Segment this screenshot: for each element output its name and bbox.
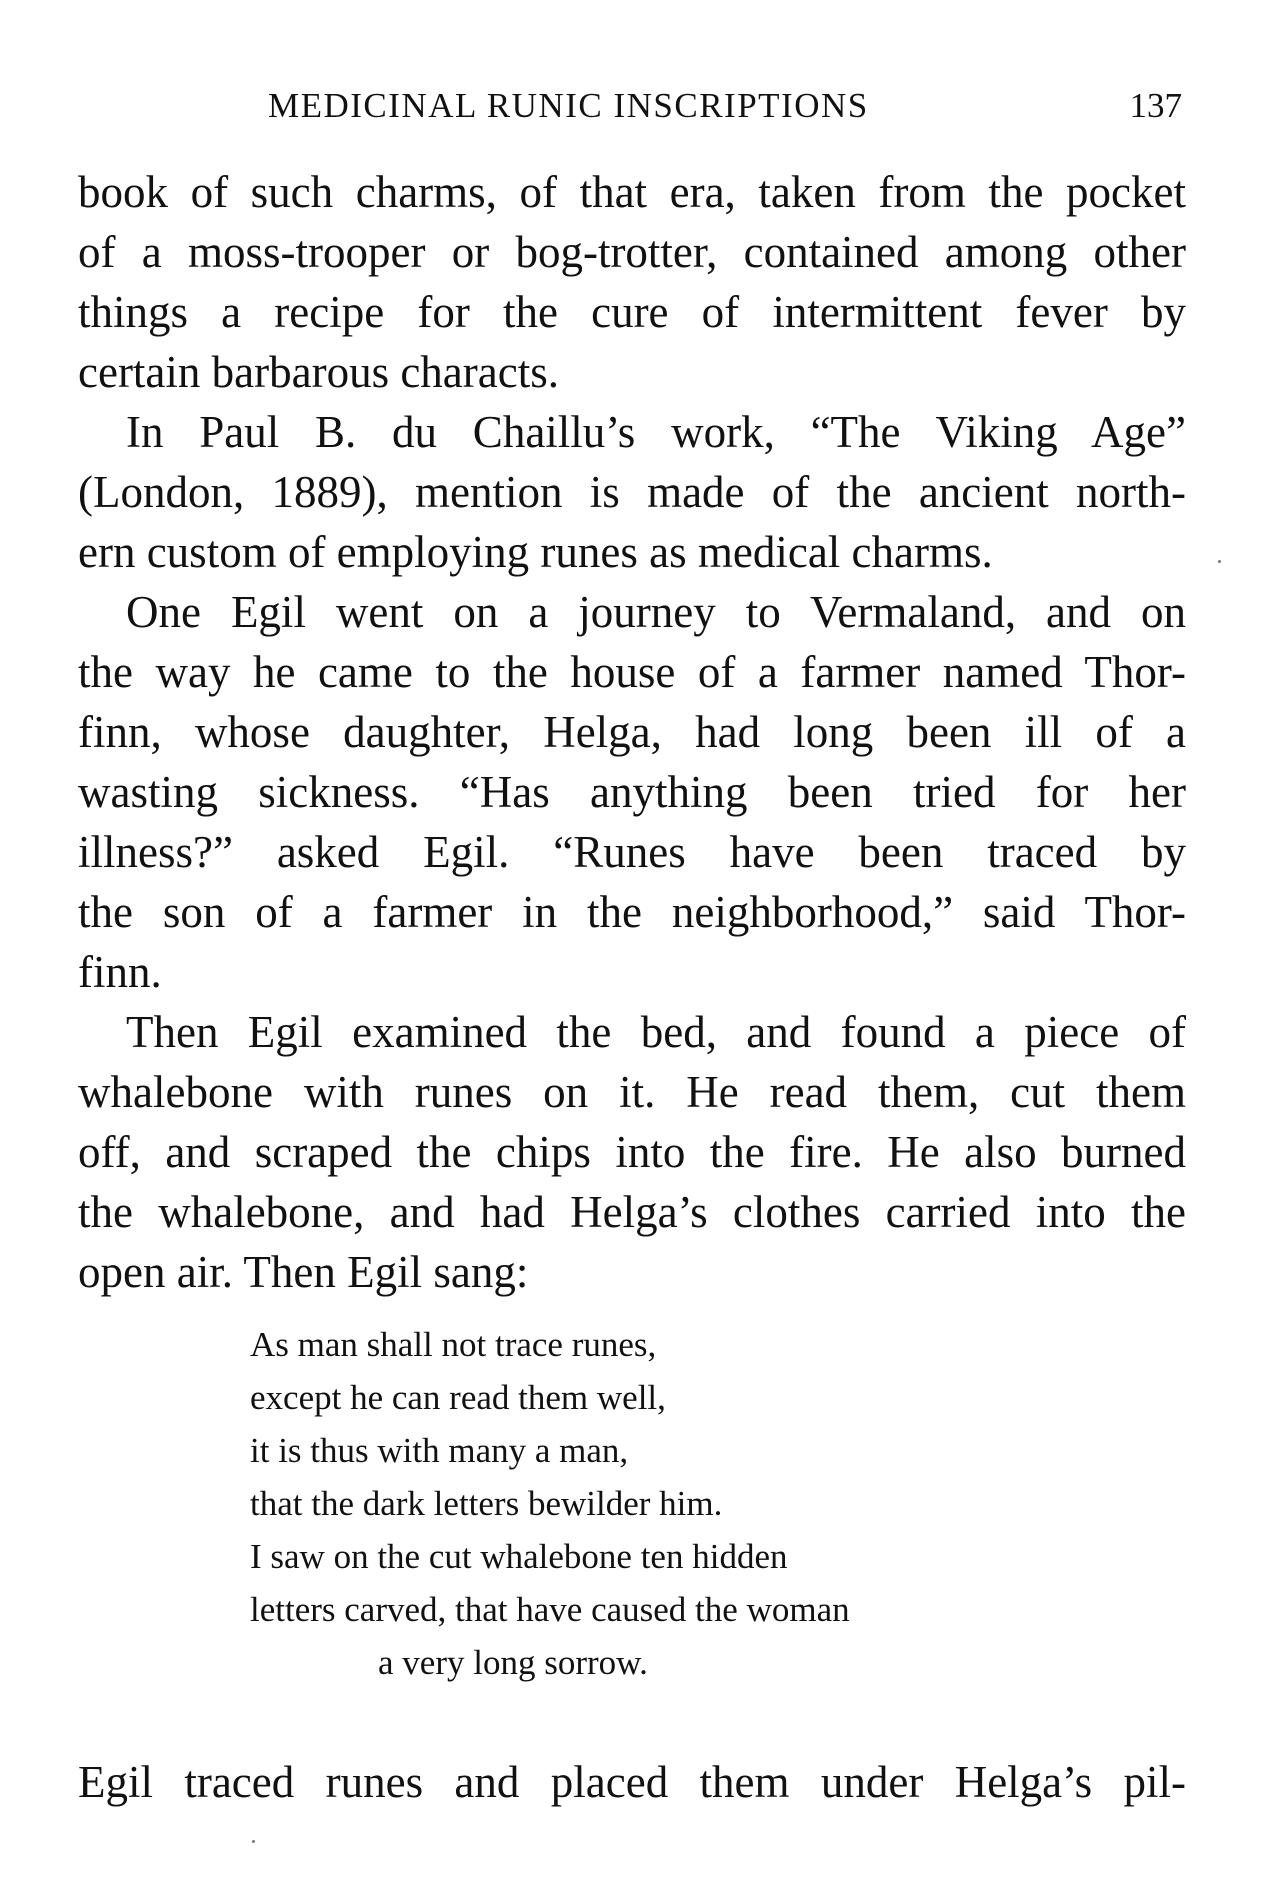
- text-line: book of such charms, of that era, taken from the pocket: [78, 167, 1186, 217]
- verse-line: a very long sorrow.: [378, 1643, 648, 1682]
- text-line: Egil traced runes and placed them under Helga’s pil-: [78, 1757, 1186, 1807]
- text-line: the son of a farmer in the neighborhood,” said Thor-: [78, 887, 1186, 937]
- text-line: the whalebone, and had Helga’s clothes carried into the: [78, 1187, 1186, 1237]
- verse-line: As man shall not trace runes,: [250, 1325, 657, 1364]
- verse-block: [250, 1318, 1090, 1689]
- text-line: open air. Then Egil sang:: [78, 1247, 529, 1297]
- text-line: In Paul B. du Chaillu’s work, “The Viking Age”: [126, 407, 1186, 457]
- text-line: finn, whose daughter, Helga, had long been ill of a: [78, 707, 1186, 757]
- text-line: things a recipe for the cure of intermittent fever by: [78, 287, 1186, 337]
- verse-line: I saw on the cut whalebone ten hidden: [250, 1537, 788, 1576]
- text-line: finn.: [78, 947, 162, 997]
- final-text-line: [78, 1752, 1186, 1812]
- verse-line: that the dark letters bewilder him.: [250, 1484, 723, 1523]
- running-title: MEDICINAL RUNIC INSCRIPTIONS: [268, 86, 869, 125]
- body-text: [78, 162, 1186, 1302]
- text-line: ern custom of employing runes as medical charms.: [78, 527, 993, 577]
- page-number: 137: [1129, 86, 1182, 125]
- print-speck: [252, 1840, 255, 1843]
- text-line: certain barbarous characts.: [78, 347, 559, 397]
- print-speck: [1218, 560, 1221, 563]
- verse-line: it is thus with many a man,: [250, 1431, 629, 1470]
- text-line: the way he came to the house of a farmer named Thor-: [78, 647, 1186, 697]
- text-line: off, and scraped the chips into the fire. He also burned: [78, 1127, 1186, 1177]
- text-line: (London, 1889), mention is made of the ancient north-: [78, 467, 1186, 517]
- text-line: wasting sickness. “Has anything been tried for her: [78, 767, 1186, 817]
- verse-line: except he can read them well,: [250, 1378, 666, 1417]
- text-line: One Egil went on a journey to Vermaland, and on: [126, 587, 1186, 637]
- text-line: whalebone with runes on it. He read them, cut them: [78, 1067, 1186, 1117]
- text-line: Then Egil examined the bed, and found a piece of: [126, 1007, 1186, 1057]
- verse-line: letters carved, that have caused the woman: [250, 1590, 850, 1629]
- running-header: [78, 86, 1186, 126]
- text-line: illness?” asked Egil. “Runes have been traced by: [78, 827, 1186, 877]
- text-line: of a moss-trooper or bog-trotter, contained among other: [78, 227, 1186, 277]
